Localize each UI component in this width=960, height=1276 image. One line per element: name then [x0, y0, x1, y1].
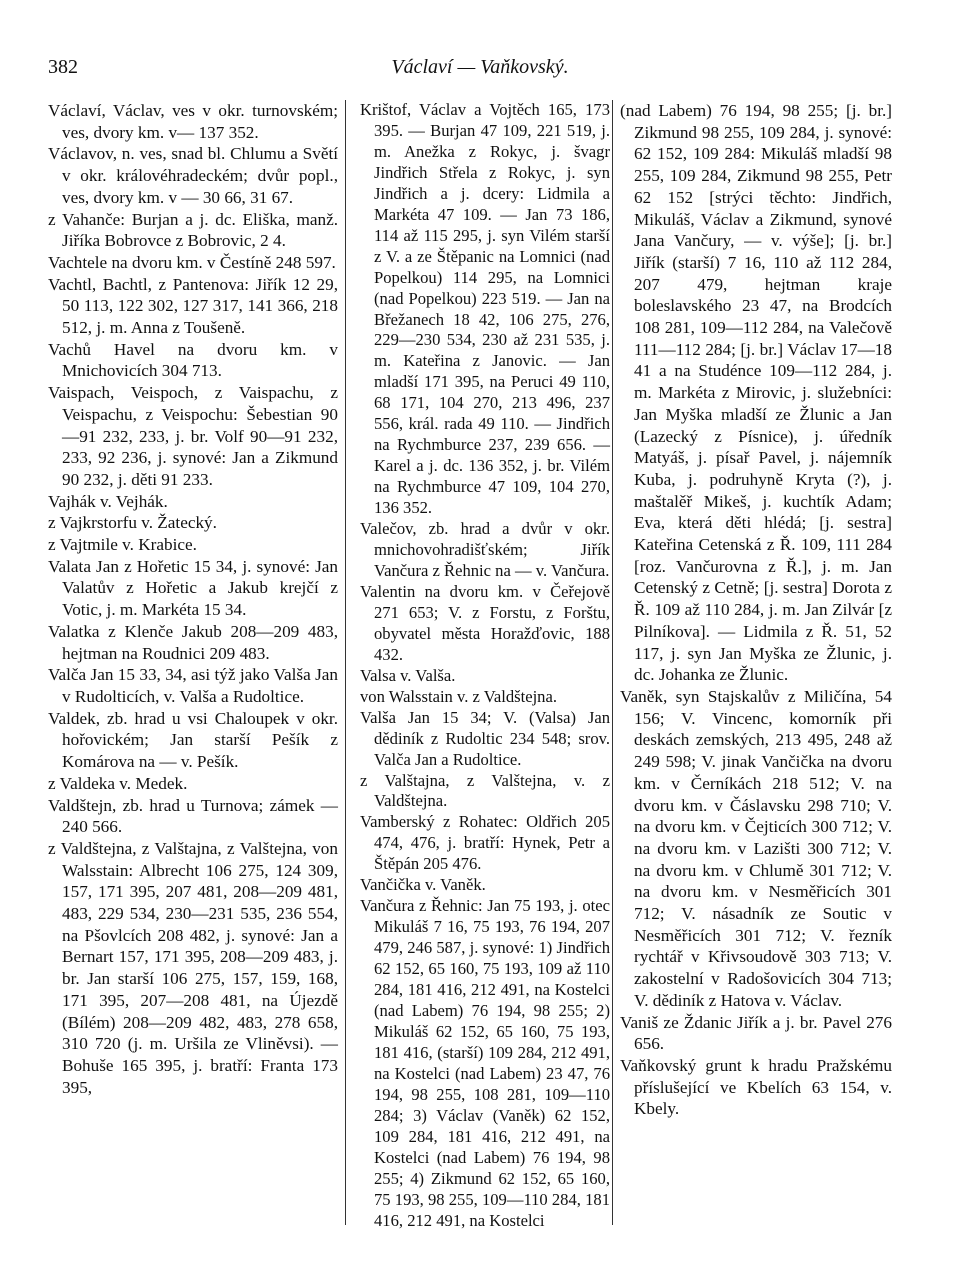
index-entry: Vachů Havel na dvoru km. v Mnichovicích 304 713. [48, 339, 338, 381]
running-head: Václaví — Vaňkovský. [391, 56, 569, 78]
index-column-1 [48, 100, 338, 1098]
index-entry: z Valdeka v. Medek. [48, 773, 188, 793]
index-entry: (nad Labem) 76 194, 98 255; [j. br.] Zikmund 98 255, 109 284, j. synové: 62 152, 109 284: Mikuláš mladší 98 255, 109 284, Zikmund 98 255, Petr 62 152 [strýci těchto: Jindřich, Mikuláš, Václav a Zikmund, synové Jana Vančury, — v. výše]; [j. br.] Jiřík (starší) 7 16, 110 až 112 284, 207 479, hejtman kraje boleslavského 23 47, na Brodcích 108 281, 109—112 284, na Valečově 111—112 284; [j. br.] Václav 17—18 41 a na Studénce 109—112 284, j. m. Markéta z Mirovic, j. služebníci: Jan Myška mladší ze Žlunic a Jan (Lazecký z Písnice), j. úředník Matyáš, j. písař Pavel, j. nájemník Kuba, j. podruhyně Kryta (?), j. maštalěř Mikeš, j. kuchtík Adam; Eva, která děti hlédá; [j. sestra] Kateřina Cetenská z Ř. 109, 111 284 [roz. Vančurovna z Ř.], j. m. Jan Cetenský z Cetně; [j. sestra] Dorota z Ř. 109 až 110 284, j. m. Jan Zilvár [z Pilníkova]. — Lidmila z Ř. 51, 52 117, j. syn Jan Myška ze Žlunic, j. dc. Johanka ze Žlunic. [620, 101, 892, 685]
index-entry: Valča Jan 15 33, 34, asi týž jako Valša Jan v Rudolticích, v. Valša a Rudoltice. [48, 665, 338, 706]
index-entry: z Vajkrstorfu v. Žatecký. [48, 513, 217, 533]
index-entry: Vaněk, syn Stajskalův z Miličína, 54 156; V. Vincenc, komorník při deskách zemských, 213 495, 248 až 249 598; V. jinak Vančička na dvoru km. v Černíkách 218 512; V. na dvoru km. v Čáslavsku 298 710; V. na dvoru km. v Čejticích 300 712; V. na dvoru km. v Lazišti 300 712; V. na dvoru km. v Chlumě 301 712; V. na dvoru km. v Nesměřicích 301 712; V. násadník ze Soutic v Nesměřicích 301 712; V. řezník rychtář v Křivsoudově 303 713; V. zakostelní v Radošovicích 304 713; V. dědiník z Hatova v. Václav. [620, 686, 892, 1010]
column-divider [345, 100, 346, 1225]
index-entry: Václaví, Václav, ves v okr. turnovském; ves, dvory km. v— 137 352. [48, 101, 338, 142]
index-entry: Vamberský z Rohatec: Oldřich 205 474, 476, j. bratří: Hynek, Petr a Štěpán 205 476. [360, 812, 610, 874]
index-entry: Valsa v. Valša. [360, 665, 456, 685]
index-entry: Vachtl, Bachtl, z Pantenova: Jiřík 12 29, 50 113, 122 302, 127 317, 141 366, 218 512, j. m. Anna z Toušeně. [48, 274, 338, 338]
index-column-2 [360, 100, 610, 1231]
index-entry: Valša Jan 15 34; V. (Valsa) Jan dědiník z Rudoltic 234 548; srov. Valča Jan a Rudoltice. [360, 707, 610, 769]
index-entry: Vaniš ze Ždanic Jiřík a j. br. Pavel 276 656. [620, 1012, 892, 1054]
index-entry: z Vahanče: Burjan a j. dc. Eliška, manž. Jiříka Bobrovce z Bobrovic, 2 4. [48, 209, 338, 251]
index-entry: Valentin na dvoru km. v Čeřejově 271 653; V. z Forstu, z Forštu, obyvatel města Horažďovic, 188 432. [360, 581, 610, 664]
index-entry: Vančička v. Vaněk. [360, 875, 486, 895]
index-entry: Vachtele na dvoru km. v Čestíně 248 597. [48, 252, 336, 272]
index-entry: Krištof, Václav a Vojtěch 165, 173 395. — Burjan 47 109, 221 519, j. m. Anežka z Rokyc, j. švagr Jindřich Střela z Rokyc, j. syn Jindřich a j. dcery: Lidmila a Markéta 47 109. — Jan 73 186, 114 až 115 295, j. syn Vilém starší z V. a ze Štěpanic na Lomnici (nad Popelkou) 114 295, na Lomnici (nad Popelkou) 223 519. — Jan na Břežanech 18 42, 106 275, 276, 229—230 534, 230 až 231 535, j. m. Kateřina z Janovic. — Jan mladší 171 395, na Peruci 49 110, 68 171, 104 270, 213 496, 237 556, král. rada 49 110. — Jindřich na Rychmburce 237, 239 656. — Karel a j. dc. 136 352, j. br. Vilém na Rychmburce 47 109, 104 270, 136 352. [360, 100, 610, 518]
index-column-3 [620, 100, 892, 1120]
index-entry: Valatka z Klenče Jakub 208—209 483, hejtman na Roudnici 209 483. [48, 621, 338, 663]
index-entry: Vaispach, Veispoch, z Vaispachu, z Veispachu, z Veispochu: Šebestian 90—91 232, 233, j. br. Volf 90—91 232, 233, 92 236, j. synové: Jan a Zikmund 90 232, j. děti 91 233. [48, 383, 338, 489]
index-entry: Valdek, zb. hrad u vsi Chaloupek v okr. hořovickém; Jan starší Pešík z Komárova na — v. Pešík. [48, 708, 338, 772]
index-entry: von Walsstain v. z Valdštejna. [360, 686, 557, 706]
index-entry: Valečov, zb. hrad a dvůr v okr. mnichovohradišťském; Jiřík Vančura z Řehnic na — v. Vančura. [360, 519, 610, 580]
index-entry: Valata Jan z Hořetic 15 34, j. synové: Jan Valatův z Hořetic a Jakub krejčí z Votic, j. m. Markéta 15 34. [48, 556, 338, 620]
page-number: 382 [48, 56, 78, 78]
index-entry: Vaňkovský grunt k hradu Pražskému příslušející ve Kbelích 63 154, v. Kbely. [620, 1055, 892, 1119]
index-entry: z Valdštejna, z Valštajna, z Valštejna, von Walsstain: Albrecht 106 275, 124 309, 157, 171 395, 207 481, 208—209 481, 483, 229 534, 230—231 535, 236 554, na Pšovlcích 208 482, j. synové: Jan a Bernart 157, 171 395, 208—209 483, j. br. Jan starší 106 275, 157, 159, 168, 171 395, 207—208 481, na Újezdě (Bílém) 208—209 482, 483, 278 658, 310 720 (j. m. Uršila ze Vliněvsi). — Bohuše 165 395, j. bratří: Franta 173 395, [48, 838, 338, 1097]
index-entry: Václavov, n. ves, snad bl. Chlumu a Světí v okr. královéhradeckém; dvůr popl., ves, dvory km. v — 30 66, 31 67. [48, 144, 338, 207]
index-entry: Valdštejn, zb. hrad u Turnova; zámek — 240 566. [48, 795, 338, 837]
index-entry: Vančura z Řehnic: Jan 75 193, j. otec Mikuláš 7 16, 75 193, 76 194, 207 479, 246 587, j. synové: 1) Jindřich 62 152, 65 160, 75 193, 109 až 110 284, 181 416, 212 491, na Kostelci (nad Labem) 76 194, 98 255; 2) Mikuláš 62 152, 65 160, 75 193, 181 416, (starší) 109 284, 212 491, na Kostelci (nad Labem) 23 47, 76 194, 98 255, 108 281, 109—110 284; 3) Václav (Vaněk) 62 152, 109 284, 181 416, 212 491, na Kostelci (nad Labem) 76 194, 98 255; 4) Zikmund 62 152, 65 160, 75 193, 98 255, 109—110 284, 181 416, 212 491, na Kostelci [360, 896, 610, 1230]
index-entry: Vajhák v. Vejhák. [48, 491, 168, 511]
index-entry: z Vajtmile v. Krabice. [48, 535, 197, 555]
column-divider [612, 100, 613, 1225]
index-entry: z Valštajna, z Valštejna, v. z Valdštejna. [360, 770, 610, 811]
